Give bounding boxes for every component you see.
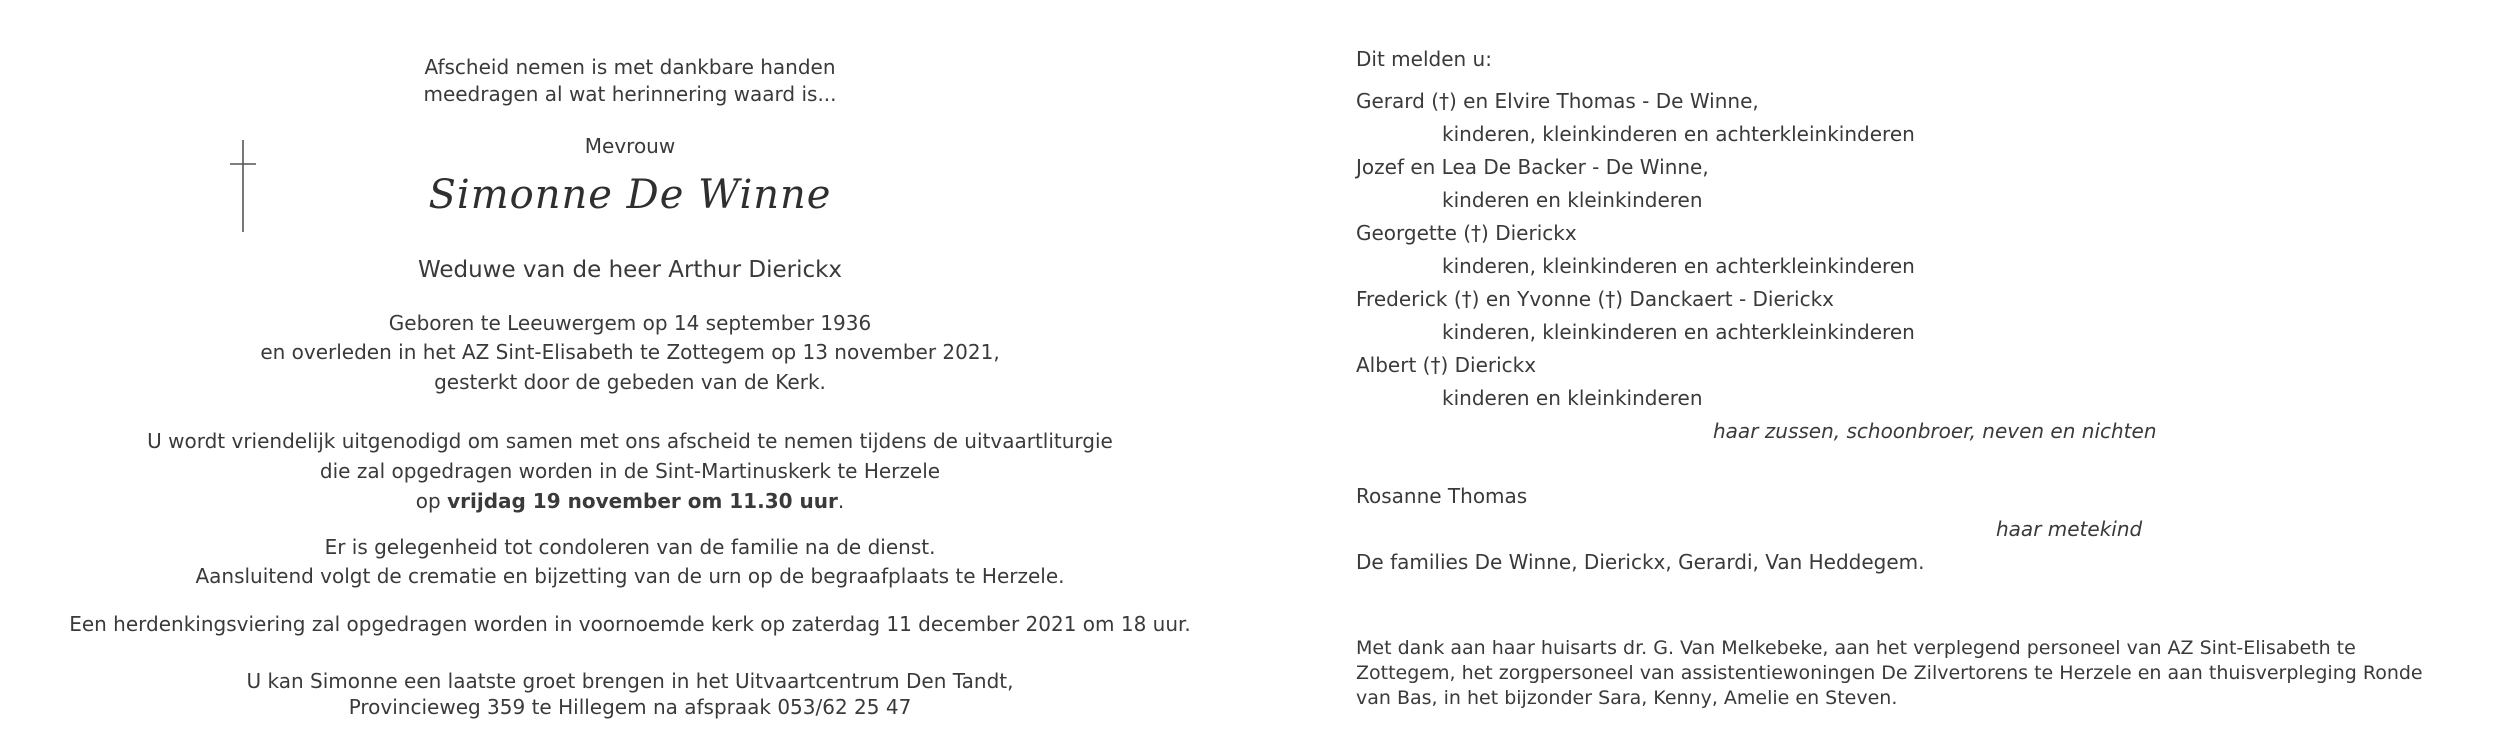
- widow-of: Weduwe van de heer Arthur Dierickx: [417, 257, 843, 283]
- invite-line-1: U wordt vriendelijk uitgenodigd om samen met ons afscheid te nemen tijdens de uitvaartliturgie: [147, 429, 1113, 453]
- motto-line-1: Afscheid nemen is met dankbare handen: [424, 55, 836, 79]
- condolence-info: Er is gelegenheid tot condoleren van de familie na de dienst.: [324, 535, 936, 559]
- invite-line-2: die zal opgedragen worden in de Sint-Martinuskerk te Herzele: [319, 459, 941, 483]
- invite-line-3: [40, 486, 1220, 516]
- family-name-5: Albert (†) Dierickx: [1356, 353, 1537, 377]
- deceased-name: Simonne De Winne: [428, 172, 832, 218]
- family-desc-2: kinderen en kleinkinderen: [1442, 188, 1703, 212]
- announcers-intro: Dit melden u:: [1356, 47, 1492, 71]
- visit-line-1: U kan Simonne een laatste groet brengen in het Uitvaartcentrum Den Tandt,: [246, 669, 1014, 693]
- godchild-name: Rosanne Thomas: [1356, 484, 1528, 508]
- siblings-relation: haar zussen, schoonbroer, neven en nichten: [1713, 419, 2157, 443]
- funeral-date: vrijdag 19 november om 11.30 uur: [447, 489, 838, 513]
- godchild-relation: haar metekind: [1996, 517, 2143, 541]
- deceased-name-row: [40, 172, 1220, 218]
- memorial-info: Een herdenkingsviering zal opgedragen worden in voornoemde kerk op zaterdag 11 december 2021 om 18 uur.: [69, 612, 1191, 636]
- left-panel: [40, 0, 1220, 754]
- motto-line-2: meedragen al wat herinnering waard is...: [423, 82, 837, 106]
- cremation-info: Aansluitend volgt de crematie en bijzetting van de urn op de begraafplaats te Herzele.: [195, 564, 1065, 588]
- family-name-4: Frederick (†) en Yvonne (†) Danckaert - Dierickx: [1356, 287, 1834, 311]
- visit-line-2: Provincieweg 359 te Hillegem na afspraak 053/62 25 47: [348, 695, 912, 719]
- salutation: Mevrouw: [584, 134, 676, 158]
- invite-prefix: op: [415, 489, 448, 513]
- family-desc-4: kinderen, kleinkinderen en achterkleinkinderen: [1442, 320, 1915, 344]
- family-desc-1: kinderen, kleinkinderen en achterkleinkinderen: [1442, 122, 1915, 146]
- right-panel: [1356, 0, 2456, 754]
- family-name-1: Gerard (†) en Elvire Thomas - De Winne,: [1356, 89, 1759, 113]
- family-desc-5: kinderen en kleinkinderen: [1442, 386, 1703, 410]
- family-name-2: Jozef en Lea De Backer - De Winne,: [1356, 155, 1709, 179]
- invite-suffix: .: [837, 489, 845, 513]
- death-info: en overleden in het AZ Sint-Elisabeth te Zottegem op 13 november 2021,: [260, 340, 1000, 364]
- sacraments: gesterkt door de gebeden van de Kerk.: [434, 370, 826, 394]
- birth-info: Geboren te Leeuwergem op 14 september 1936: [388, 311, 872, 335]
- families-line: De families De Winne, Dierickx, Gerardi, Van Heddegem.: [1356, 550, 1925, 574]
- family-desc-3: kinderen, kleinkinderen en achterkleinkinderen: [1442, 254, 1915, 278]
- thanks-note: Met dank aan haar huisarts dr. G. Van Melkebeke, aan het verplegend personeel van AZ Sint-Elisabeth te Zottegem, het zorgpersoneel van assistentiewoningen De Zilvertorens te Herzele en aan thuisverpleging Ronde van Bas, in het bijzonder Sara, Kenny, Amelie en Steven.: [1356, 637, 2423, 709]
- family-name-3: Georgette (†) Dierickx: [1356, 221, 1577, 245]
